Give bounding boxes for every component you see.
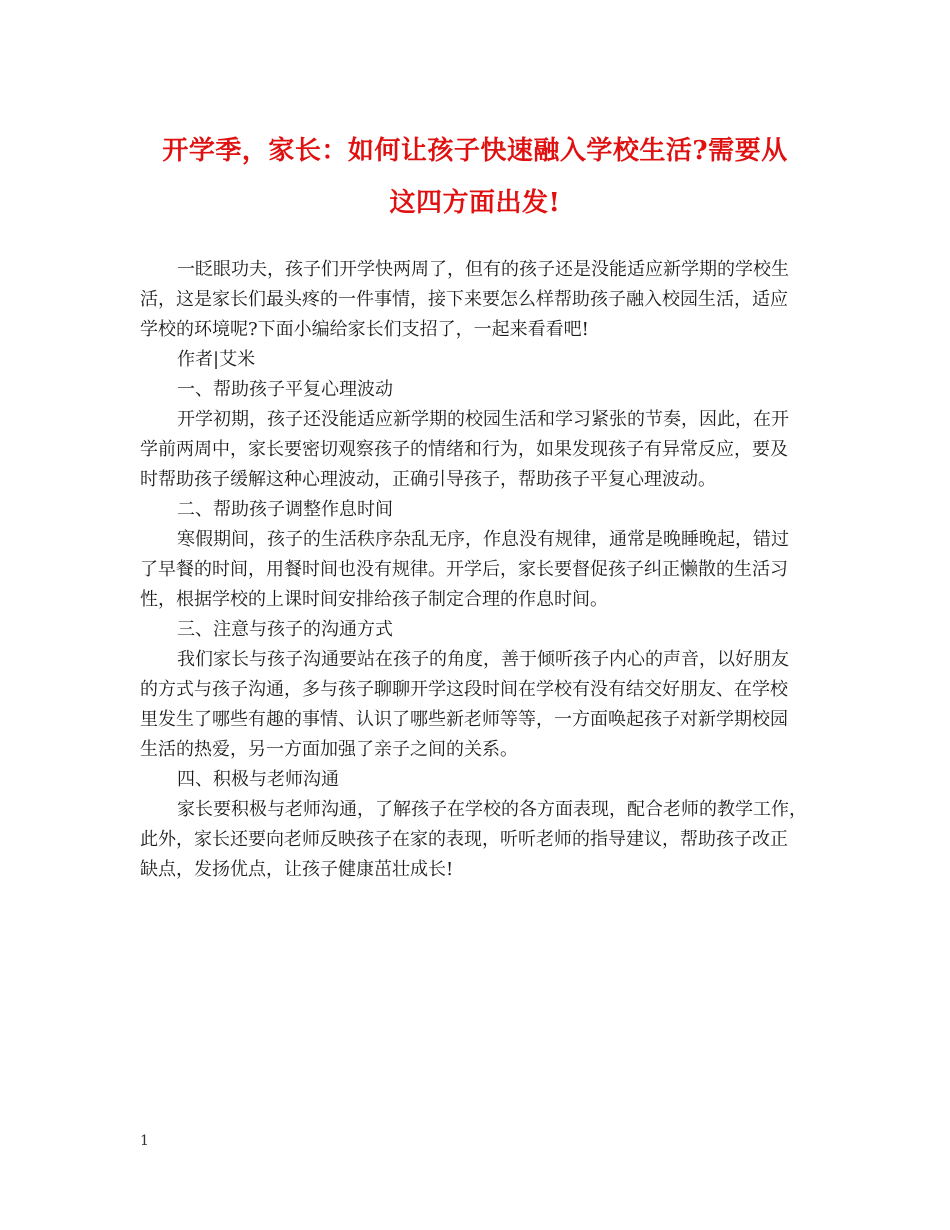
paragraph-line: 我们家长与孩子沟通要站在孩子的角度，善于倾听孩子内心的声音，以好朋友 [177,649,789,670]
page-number: 1 [140,1133,149,1149]
section-heading: 二、帮助孩子调整作息时间 [177,499,393,520]
section-heading: 四、积极与老师沟通 [177,769,339,790]
section-paragraph [140,645,816,765]
intro-paragraph [140,255,816,345]
paragraph-line: 此外，家长还要向老师反映孩子在家的表现，听听老师的指导建议，帮助孩子改正 [140,829,788,850]
section-paragraph [140,525,816,615]
document-title [130,125,820,229]
paragraph-line: 学前两周中，家长要密切观察孩子的情绪和行为，如果发现孩子有异常反应，要及 [140,439,788,460]
paragraph-line: 学校的环境呢?下面小编给家长们支招了，一起来看看吧! [140,319,589,340]
paragraph-line: 生活的热爱，另一方面加强了亲子之间的关系。 [140,739,518,760]
paragraph-line: 了早餐的时间，用餐时间也没有规律。开学后，家长要督促孩子纠正懒散的生活习 [140,559,788,580]
section-heading: 三、注意与孩子的沟通方式 [177,619,393,640]
section-paragraph [140,795,816,885]
paragraph-line: 的方式与孩子沟通，多与孩子聊聊开学这段时间在学校有没有结交好朋友、在学校 [140,679,788,700]
paragraph-line: 一眨眼功夫，孩子们开学快两周了，但有的孩子还是没能适应新学期的学校生 [177,259,789,280]
paragraph-line: 开学初期，孩子还没能适应新学期的校园生活和学习紧张的节奏，因此，在开 [177,409,789,430]
paragraph-line: 里发生了哪些有趣的事情、认识了哪些新老师等等，一方面唤起孩子对新学期校园 [140,709,788,730]
document-body [140,255,816,885]
paragraph-line: 时帮助孩子缓解这种心理波动，正确引导孩子，帮助孩子平复心理波动。 [140,469,716,490]
title-line: 开学季，家长：如何让孩子快速融入学校生活?需要从 [162,136,788,166]
title-line: 这四方面出发! [389,188,561,218]
paragraph-line: 家长要积极与老师沟通，了解孩子在学校的各方面表现，配合老师的教学工作， [177,799,807,820]
paragraph-line: 活，这是家长们最头疼的一件事情，接下来要怎么样帮助孩子融入校园生活，适应 [140,289,788,310]
author-line: 作者|艾米 [177,349,256,370]
paragraph-line: 性，根据学校的上课时间安排给孩子制定合理的作息时间。 [140,589,608,610]
paragraph-line: 寒假期间，孩子的生活秩序杂乱无序，作息没有规律，通常是晚睡晚起，错过 [177,529,789,550]
section-paragraph [140,405,816,495]
paragraph-line: 缺点，发扬优点，让孩子健康茁壮成长! [140,859,454,880]
section-heading: 一、帮助孩子平复心理波动 [177,379,393,400]
